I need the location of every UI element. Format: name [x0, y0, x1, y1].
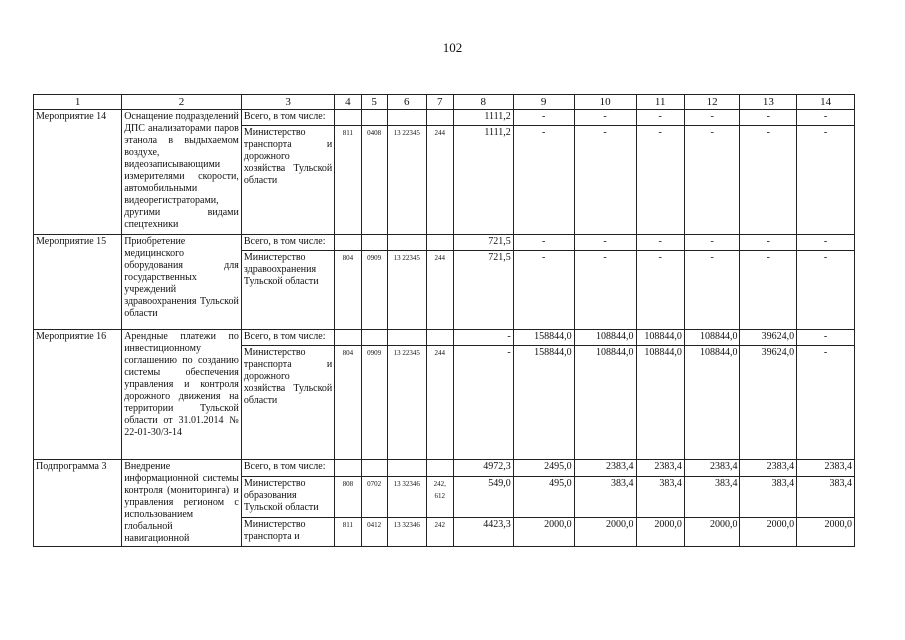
executor-cell: Всего, в том числе: [241, 330, 334, 346]
total-cell: 1111,2 [453, 126, 513, 235]
value-cell: 383,4 [684, 476, 740, 517]
code-cell [387, 235, 426, 251]
header-cell: 14 [797, 95, 855, 110]
header-cell: 7 [426, 95, 453, 110]
value-cell: 2000,0 [513, 518, 574, 547]
value-cell: - [797, 330, 855, 346]
value-cell: 2000,0 [797, 518, 855, 547]
value-cell: - [797, 235, 855, 251]
value-cell: - [513, 251, 574, 330]
page-number: 102 [442, 40, 463, 55]
code-cell [361, 235, 387, 251]
table-row [34, 460, 855, 477]
code-cell [426, 110, 453, 126]
value-cell: 383,4 [574, 476, 636, 517]
code-cell: 244 [426, 126, 453, 235]
value-cell: - [513, 126, 574, 235]
value-cell: - [636, 110, 684, 126]
executor-cell: Всего, в том числе: [241, 110, 334, 126]
header-cell: 12 [684, 95, 740, 110]
value-cell: 383,4 [797, 476, 855, 517]
header-cell: 3 [241, 95, 334, 110]
header-row [34, 95, 855, 110]
code-cell: 242 [426, 518, 453, 547]
code-cell: 13 22345 [387, 346, 426, 460]
header-cell: 13 [740, 95, 797, 110]
value-cell: 108844,0 [574, 330, 636, 346]
total-cell: 4972,3 [453, 460, 513, 477]
value-cell: - [636, 235, 684, 251]
total-cell: 721,5 [453, 251, 513, 330]
header-cell: 1 [34, 95, 122, 110]
value-cell: - [797, 110, 855, 126]
value-cell: 39624,0 [740, 330, 797, 346]
executor-cell: Министерство транспорта и дорожного хозяйства Тульской области [241, 126, 334, 235]
code-cell [335, 330, 361, 346]
header-cell: 11 [636, 95, 684, 110]
value-cell: 2000,0 [574, 518, 636, 547]
value-cell: 2000,0 [684, 518, 740, 547]
value-cell: 108844,0 [684, 346, 740, 460]
measure-name: Оснащение подразделений ДПС анализаторами паров этанола в выдыхаемом воздухе, видеозаписывающими измерителями скорости, автомобильными видеорегистраторами, другими видами спецтехники [122, 110, 242, 235]
code-cell: 13 32346 [387, 518, 426, 547]
value-cell: - [797, 346, 855, 460]
code-cell: 804 [335, 346, 361, 460]
value-cell: - [684, 251, 740, 330]
code-cell: 244 [426, 251, 453, 330]
executor-cell: Всего, в том числе: [241, 460, 334, 477]
code-cell: 808 [335, 476, 361, 517]
code-cell: 0909 [361, 251, 387, 330]
value-cell: 2495,0 [513, 460, 574, 477]
value-cell: 108844,0 [636, 330, 684, 346]
total-cell: - [453, 330, 513, 346]
code-cell: 13 22345 [387, 251, 426, 330]
code-cell [426, 330, 453, 346]
row-label: Подпрограмма 3 [34, 460, 122, 547]
code-cell: 811 [335, 126, 361, 235]
value-cell: - [740, 126, 797, 235]
total-cell: 4423,3 [453, 518, 513, 547]
value-cell: 2000,0 [636, 518, 684, 547]
total-cell: - [453, 346, 513, 460]
code-cell [387, 330, 426, 346]
value-cell: - [636, 126, 684, 235]
value-cell: 2383,4 [797, 460, 855, 477]
value-cell: 495,0 [513, 476, 574, 517]
value-cell: 158844,0 [513, 346, 574, 460]
value-cell: - [574, 110, 636, 126]
total-cell: 1111,2 [453, 110, 513, 126]
value-cell: 2000,0 [740, 518, 797, 547]
row-label: Мероприятие 16 [34, 330, 122, 460]
executor-cell: Всего, в том числе: [241, 235, 334, 251]
row-label: Мероприятие 14 [34, 110, 122, 235]
value-cell: - [740, 235, 797, 251]
executor-cell: Министерство транспорта и [241, 518, 334, 547]
code-cell: 13 22345 [387, 126, 426, 235]
value-cell: - [574, 235, 636, 251]
code-cell: 242, 612 [426, 476, 453, 517]
measure-name: Приобретение медицинского оборудования для государственных учреждений здравоохранения Тульской области [122, 235, 242, 330]
code-cell [387, 110, 426, 126]
executor-cell: Министерство образования Тульской области [241, 476, 334, 517]
value-cell: - [797, 126, 855, 235]
code-cell: 0412 [361, 518, 387, 547]
measure-name: Внедрение информационной системы контроля (мониторинга) и управления регионом с использованием глобальной навигационной [122, 460, 242, 547]
header-cell: 5 [361, 95, 387, 110]
table-row [34, 330, 855, 346]
value-cell: 108844,0 [636, 346, 684, 460]
header-cell: 8 [453, 95, 513, 110]
code-cell: 804 [335, 251, 361, 330]
code-cell: 811 [335, 518, 361, 547]
table-row [34, 110, 855, 126]
value-cell: - [797, 251, 855, 330]
code-cell: 244 [426, 346, 453, 460]
value-cell: - [513, 235, 574, 251]
value-cell: 2383,4 [684, 460, 740, 477]
executor-cell: Министерство транспорта и дорожного хозяйства Тульской области [241, 346, 334, 460]
value-cell: - [513, 110, 574, 126]
value-cell: 2383,4 [740, 460, 797, 477]
code-cell [361, 330, 387, 346]
code-cell [361, 460, 387, 477]
value-cell: - [740, 110, 797, 126]
header-cell: 6 [387, 95, 426, 110]
value-cell: 2383,4 [574, 460, 636, 477]
table-row [34, 235, 855, 251]
value-cell: - [574, 126, 636, 235]
code-cell: 0408 [361, 126, 387, 235]
header-cell: 9 [513, 95, 574, 110]
header-cell: 2 [122, 95, 242, 110]
value-cell: 383,4 [636, 476, 684, 517]
value-cell: 2383,4 [636, 460, 684, 477]
value-cell: - [740, 251, 797, 330]
code-cell: 13 32346 [387, 476, 426, 517]
value-cell: 158844,0 [513, 330, 574, 346]
measure-name: Арендные платежи по инвестиционному соглашению по созданию системы обеспечения управления и контроля дорожного движения на территории Тульской области от 31.01.2014 № 22-01-30/3-14 [122, 330, 242, 460]
code-cell [387, 460, 426, 477]
budget-table [33, 94, 855, 547]
code-cell [426, 235, 453, 251]
code-cell [426, 460, 453, 477]
code-cell [335, 460, 361, 477]
value-cell: 39624,0 [740, 346, 797, 460]
value-cell: 383,4 [740, 476, 797, 517]
code-cell [335, 235, 361, 251]
value-cell: - [574, 251, 636, 330]
value-cell: 108844,0 [574, 346, 636, 460]
header-cell: 10 [574, 95, 636, 110]
total-cell: 721,5 [453, 235, 513, 251]
executor-cell: Министерство здравоохранения Тульской области [241, 251, 334, 330]
code-cell: 0702 [361, 476, 387, 517]
value-cell: - [684, 235, 740, 251]
code-cell [335, 110, 361, 126]
code-cell: 0909 [361, 346, 387, 460]
value-cell: - [636, 251, 684, 330]
code-cell [361, 110, 387, 126]
row-label: Мероприятие 15 [34, 235, 122, 330]
total-cell: 549,0 [453, 476, 513, 517]
header-cell: 4 [335, 95, 361, 110]
value-cell: - [684, 126, 740, 235]
value-cell: - [684, 110, 740, 126]
value-cell: 108844,0 [684, 330, 740, 346]
